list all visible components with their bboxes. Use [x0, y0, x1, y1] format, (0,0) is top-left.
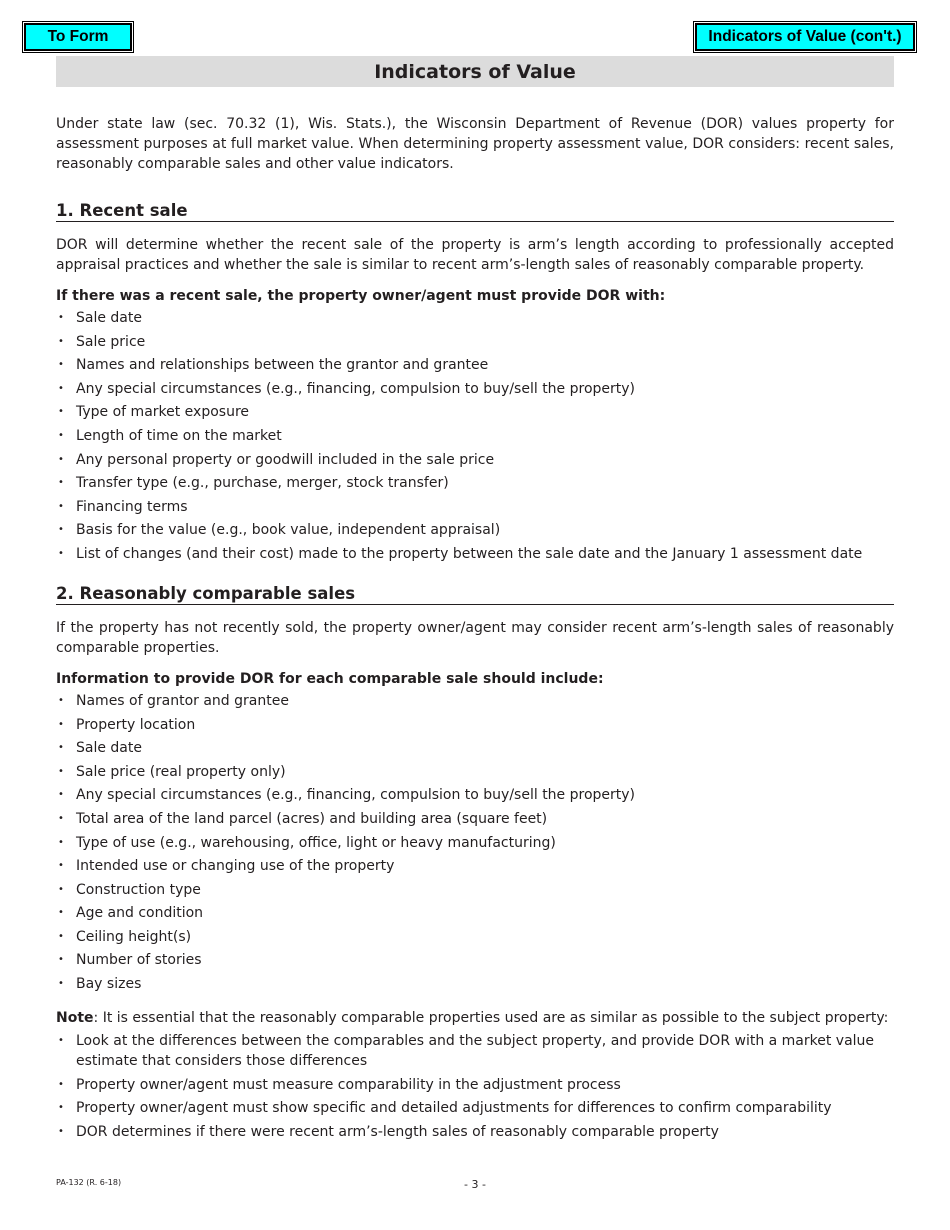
list-item: • Age and condition	[56, 903, 894, 923]
list-item: • Number of stories	[56, 950, 894, 970]
note-text: : It is essential that the reasonably comparable properties used are as similar as possible to the subject property:	[93, 1010, 889, 1027]
section-1-heading: 1. Recent sale	[56, 201, 894, 222]
list-item: • Type of use (e.g., warehousing, office, light or heavy manufacturing)	[56, 833, 894, 853]
section-1-list	[56, 308, 894, 564]
section-1-body: DOR will determine whether the recent sale of the property is arm’s length according to professionally accepted appraisal practices and whether the sale is similar to recent arm’s-length sales of reasonably comparable property.	[56, 237, 894, 273]
list-item: • Financing terms	[56, 497, 894, 517]
list-item: • Sale price	[56, 332, 894, 352]
list-item: • Names and relationships between the grantor and grantee	[56, 355, 894, 375]
page-number: - 3 -	[464, 1178, 486, 1191]
list-item: • Bay sizes	[56, 974, 894, 994]
list-item: • Total area of the land parcel (acres) and building area (square feet)	[56, 809, 894, 829]
list-item: • Length of time on the market	[56, 426, 894, 446]
section-2-list	[56, 691, 894, 994]
list-item: • Intended use or changing use of the property	[56, 856, 894, 876]
list-item: • Any personal property or goodwill included in the sale price	[56, 450, 894, 470]
list-item: • Property location	[56, 715, 894, 735]
section-2-lead: Information to provide DOR for each comparable sale should include:	[56, 670, 604, 687]
section-2-heading: 2. Reasonably comparable sales	[56, 584, 894, 605]
indicators-cont-button[interactable]: Indicators of Value (con't.)	[695, 23, 915, 51]
note-label: Note	[56, 1010, 94, 1027]
list-item: • Look at the differences between the comparables and the subject property, and provide DOR with a market value estimate that considers those differences	[56, 1031, 894, 1071]
section-2-body: If the property has not recently sold, the property owner/agent may consider recent arm’s-length sales of reasonably comparable properties.	[56, 619, 894, 656]
list-item: • Basis for the value (e.g., book value, independent appraisal)	[56, 520, 894, 540]
form-id: PA-132 (R. 6-18)	[56, 1178, 122, 1187]
list-item: • DOR determines if there were recent arm’s-length sales of reasonably comparable property	[56, 1122, 894, 1142]
note-paragraph	[56, 1008, 894, 1028]
list-item: • Sale date	[56, 738, 894, 758]
list-item: • Any special circumstances (e.g., financing, compulsion to buy/sell the property)	[56, 785, 894, 805]
list-item: • Names of grantor and grantee	[56, 691, 894, 711]
page-content	[56, 114, 894, 1145]
list-item: • Sale date	[56, 308, 894, 328]
list-item: • Construction type	[56, 880, 894, 900]
list-item: • Ceiling height(s)	[56, 927, 894, 947]
note-list	[56, 1031, 894, 1142]
list-item: • Property owner/agent must measure comparability in the adjustment process	[56, 1075, 894, 1095]
section-1-lead: If there was a recent sale, the property owner/agent must provide DOR with:	[56, 288, 666, 304]
list-item: • Transfer type (e.g., purchase, merger, stock transfer)	[56, 473, 894, 493]
list-item: • Any special circumstances (e.g., financing, compulsion to buy/sell the property)	[56, 379, 894, 399]
list-item: • Property owner/agent must show specific and detailed adjustments for differences to confirm comparability	[56, 1098, 894, 1118]
list-item: • List of changes (and their cost) made to the property between the sale date and the January 1 assessment date	[56, 544, 894, 564]
list-item: • Type of market exposure	[56, 402, 894, 422]
to-form-button[interactable]: To Form	[24, 23, 132, 51]
page-title: Indicators of Value	[56, 56, 894, 87]
list-item: • Sale price (real property only)	[56, 762, 894, 782]
intro-paragraph: Under state law (sec. 70.32 (1), Wis. Stats.), the Wisconsin Department of Revenue (DOR) values property for assessment purposes at full market value. When determining property assessment value, DOR considers: recent sales, reasonably comparable sales and other value indicators.	[56, 116, 894, 172]
